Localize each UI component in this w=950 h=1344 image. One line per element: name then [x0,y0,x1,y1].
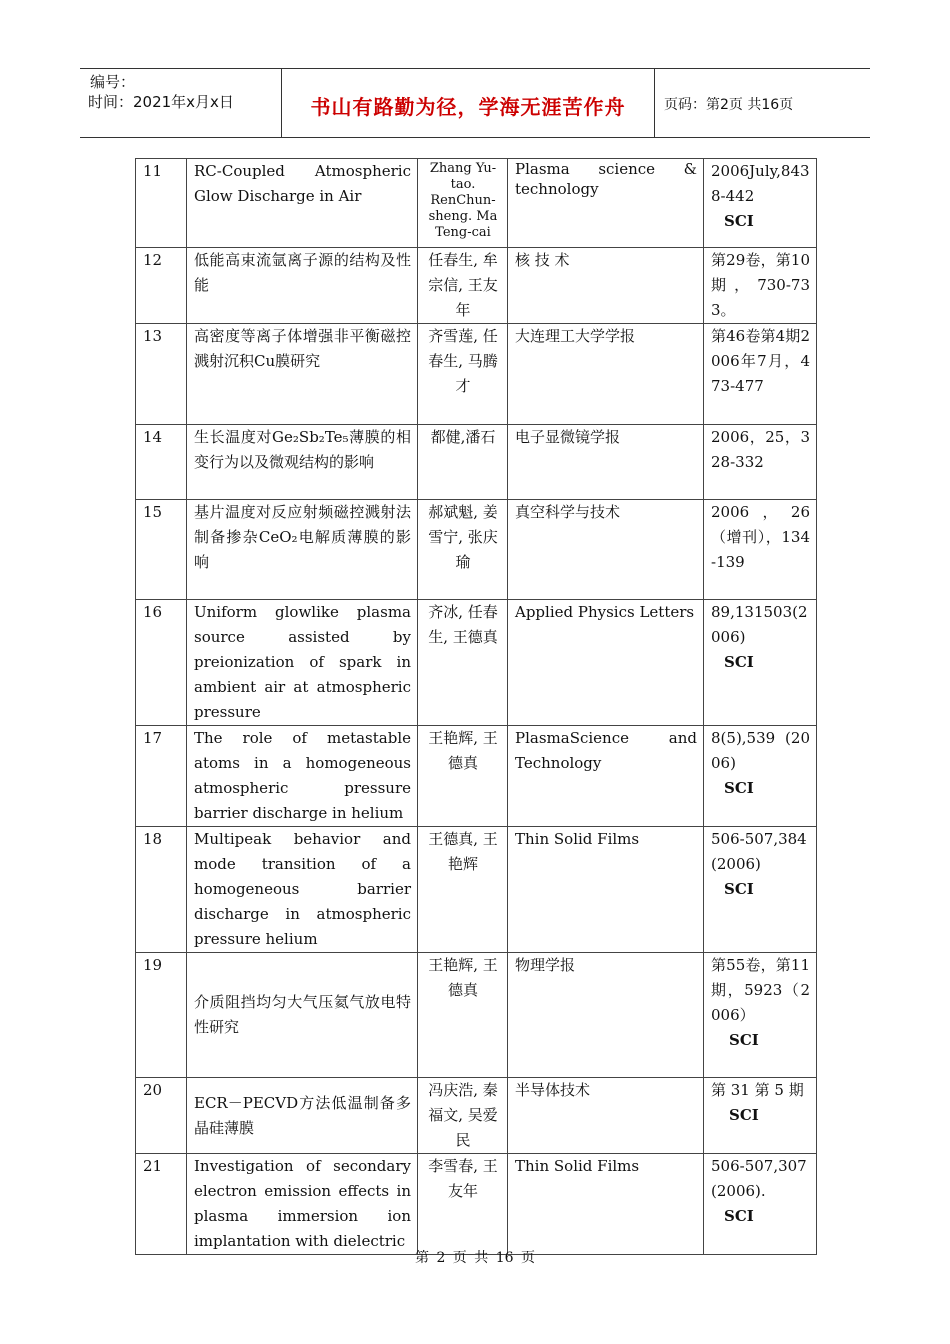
table-row [136,953,817,1078]
sci-badge: SCI [724,653,754,671]
paper-title: RC-Coupled Atmospheric Glow Discharge in Air [187,159,418,248]
journal-name [508,159,704,248]
paper-authors: Zhang Yu-tao. RenChun-sheng. Ma Teng-cai [418,159,508,248]
row-number: 12 [136,248,187,324]
sci-badge: SCI [724,779,754,797]
paper-title: 低能高束流氩离子源的结构及性能 [187,248,418,324]
paper-authors: 王德真, 王艳辉 [418,827,508,953]
volume-text: 89,131503(2006) [711,603,808,646]
volume-info: 2006，25，328-332 [704,425,817,500]
volume-info [704,159,817,248]
paper-title: Investigation of secondary electron emission effects in plasma immersion ion implantation with dielectric [187,1154,418,1255]
journal-name: 核 技 术 [508,248,704,324]
paper-authors: 都健,潘石 [418,425,508,500]
volume-info [704,827,817,953]
header-page-number: 页码：第2页 共16页 [664,97,794,113]
row-number: 19 [136,953,187,1078]
volume-info [704,1154,817,1255]
paper-title: Multipeak behavior and mode transition of a homogeneous barrier discharge in atmospheric pressure helium [187,827,418,953]
paper-authors: 冯庆浩, 秦福文, 吴爱民 [418,1078,508,1154]
header-motto-cell [282,69,655,137]
document-time-label: 时间：2021年x月x日 [88,93,234,111]
journal-name: 大连理工大学学报 [508,324,704,425]
paper-authors: 郝斌魁, 姜雪宁, 张庆瑜 [418,500,508,600]
table-row [136,600,817,726]
row-number: 14 [136,425,187,500]
paper-authors: 王艳辉, 王德真 [418,953,508,1078]
table-row [136,1078,817,1154]
journal-name: 真空科学与技术 [508,500,704,600]
table-row [136,500,817,600]
paper-title: 介质阻挡均匀大气压氦气放电特性研究 [187,953,418,1078]
volume-info [704,600,817,726]
volume-text: 506-507,384(2006) [711,830,807,873]
row-number: 18 [136,827,187,953]
volume-text: 第 31 第 5 期 [711,1081,804,1099]
sci-badge: SCI [729,1031,759,1049]
row-number: 11 [136,159,187,248]
page-header [80,68,870,138]
volume-info [704,953,817,1078]
paper-authors: 任春生, 牟宗信, 王友年 [418,248,508,324]
sci-badge: SCI [724,212,754,230]
table-row [136,726,817,827]
publication-table [135,158,817,1255]
journal-name: Thin Solid Films [508,1154,704,1255]
row-number: 20 [136,1078,187,1154]
volume-info: 第29卷，第10期，730-733。 [704,248,817,324]
table-row [136,827,817,953]
document-code-label: 编号： [90,73,136,91]
volume-info: 2006，26（增刊），134-139 [704,500,817,600]
paper-title: ECR－PECVD方法低温制备多晶硅薄膜 [187,1078,418,1154]
sci-badge: SCI [724,1207,754,1225]
row-number: 16 [136,600,187,726]
paper-authors: 齐冰, 任春生, 王德真 [418,600,508,726]
page-footer: 第 2 页 共 16 页 [415,1250,535,1266]
header-page-cell [655,69,870,137]
table-row [136,324,817,425]
paper-title: Uniform glowlike plasma source assisted by preionization of spark in ambient air at atmospheric pressure [187,600,418,726]
volume-info: 第46卷第4期2006年7月，473-477 [704,324,817,425]
journal-name: 物理学报 [508,953,704,1078]
row-number: 17 [136,726,187,827]
paper-title: The role of metastable atoms in a homogeneous atmospheric pressure barrier discharge in helium [187,726,418,827]
row-number: 15 [136,500,187,600]
table-row [136,159,817,248]
volume-text: 506-507,307 (2006). [711,1157,807,1200]
paper-authors: 李雪春, 王友年 [418,1154,508,1255]
sci-badge: SCI [729,1106,759,1124]
journal-name-text: Plasma science & technology [515,160,697,198]
header-motto: 书山有路勤为径，学海无涯苦作舟 [310,95,626,119]
paper-title: 高密度等离子体增强非平衡磁控溅射沉积Cu膜研究 [187,324,418,425]
journal-name: 半导体技术 [508,1078,704,1154]
paper-title: 基片温度对反应射频磁控溅射法制备掺杂CeO₂电解质薄膜的影响 [187,500,418,600]
sci-badge: SCI [724,880,754,898]
table-row [136,248,817,324]
header-meta-cell [80,69,282,137]
paper-title: 生长温度对Ge₂Sb₂Te₅薄膜的相变行为以及微观结构的影响 [187,425,418,500]
volume-text: 2006July,8438-442 [711,162,810,205]
row-number: 21 [136,1154,187,1255]
journal-name: PlasmaScience and Technology [508,726,704,827]
paper-authors: 齐雪莲, 任春生, 马腾才 [418,324,508,425]
paper-authors: 王艳辉, 王德真 [418,726,508,827]
table-row [136,425,817,500]
volume-info [704,726,817,827]
table-row [136,1154,817,1255]
volume-text: 第55卷，第11期，5923（2006） [711,956,810,1024]
row-number: 13 [136,324,187,425]
volume-info [704,1078,817,1154]
journal-name: 电子显微镜学报 [508,425,704,500]
journal-name: Thin Solid Films [508,827,704,953]
volume-text: 8(5),539 (2006) [711,729,810,772]
journal-name: Applied Physics Letters [508,600,704,726]
